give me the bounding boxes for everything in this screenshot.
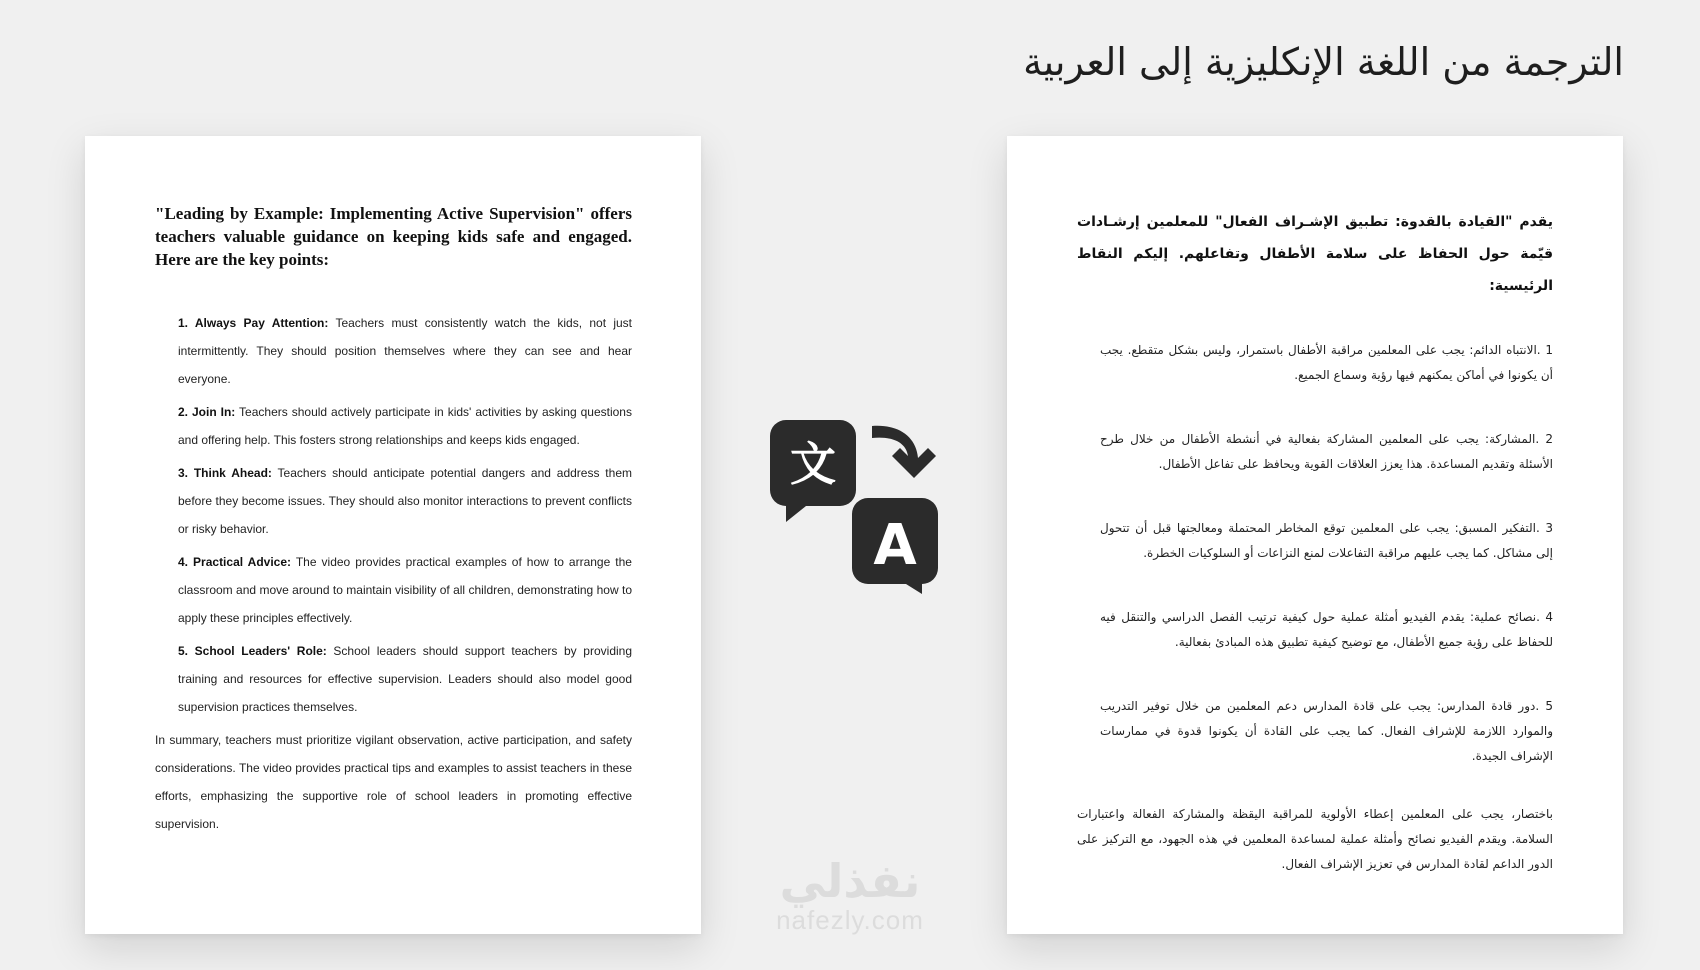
english-point-label: 3. Think Ahead:	[178, 466, 272, 480]
arabic-point: 2 .المشاركة: يجب على المعلمين المشاركة بفعالية في أنشطة الأطفال من خلال طرح الأسئلة وتقديم المساعدة. هذا يعزز العلاقات القوية ويحافظ على تفاعل الأطفال.	[1100, 432, 1553, 471]
english-point	[178, 637, 632, 721]
arabic-document	[1007, 136, 1623, 934]
english-key-points	[155, 309, 632, 721]
target-glyph: A	[873, 513, 917, 578]
english-point	[178, 548, 632, 632]
english-point-text: Teachers should actively participate in kids' activities by asking questions and offering help. This fosters strong relationships and keeps kids engaged.	[178, 405, 632, 447]
english-point-label: 1. Always Pay Attention:	[178, 316, 329, 330]
english-point-text: Teachers must consistently watch the kids, not just intermittently. They should position themselves where they can see and hear everyone.	[178, 316, 632, 386]
page-title: الترجمة من اللغة الإنكليزية إلى العربية	[1023, 40, 1624, 84]
english-document	[85, 136, 701, 934]
english-point-text: Teachers should anticipate potential dangers and address them before they become issues. They should also monitor interactions to prevent conflicts or risky behavior.	[178, 466, 632, 536]
arabic-key-points	[1077, 338, 1553, 769]
arrow-icon	[872, 426, 936, 478]
arabic-summary: باختصار، يجب على المعلمين إعطاء الأولوية للمراقبة اليقظة والمشاركة الفعالة واعتبارات السلامة. ويقدم الفيديو نصائح وأمثلة عملية لمساعدة المعلمين في هذه الجهود، مع التركيز على الدور الداعم لقادة المدارس في تعزيز الإشراف الفعال.	[1077, 807, 1553, 871]
english-point	[178, 459, 632, 543]
english-point-label: 2. Join In:	[178, 405, 236, 419]
translate-icon	[768, 418, 940, 594]
english-point	[178, 309, 632, 393]
arabic-point: 5 .دور قادة المدارس: يجب على قادة المدارس دعم المعلمين من خلال توفير التدريب والموارد اللازمة للإشراف الفعال. كما يجب على القادة أن يكونوا قدوة في ممارسات الإشراف الجيدة.	[1100, 699, 1553, 763]
watermark	[745, 856, 955, 934]
watermark-latin: nafezly.com	[776, 905, 924, 935]
source-glyph: 文	[790, 437, 836, 491]
translate-icon-svg	[768, 418, 940, 594]
watermark-arabic: نفذلي	[779, 854, 921, 908]
english-point-text: School leaders should support teachers by providing training and resources for effective supervision. Leaders should also model good supervision practices themselves.	[178, 644, 633, 714]
arabic-point: 3 .التفكير المسبق: يجب على المعلمين توقع المخاطر المحتملة ومعالجتها قبل أن تتحول إلى مشاكل. كما يجب عليهم مراقبة التفاعلات لمنع النزاعات أو السلوكيات الخطرة.	[1100, 521, 1553, 560]
english-summary: In summary, teachers must prioritize vigilant observation, active participation, and safety considerations. The video provides practical tips and examples to assist teachers in these efforts, emphasizing the supportive role of school leaders in promoting effective supervision.	[155, 733, 632, 831]
arabic-point: 4 .نصائح عملية: يقدم الفيديو أمثلة عملية حول كيفية ترتيب الفصل الدراسي والتنقل فيه للحفاظ على رؤية جميع الأطفال، مع توضيح كيفية تطبيق هذه المبادئ بفعالية.	[1100, 610, 1553, 649]
arabic-intro: يقدم "القيادة بالقدوة: تطبيق الإشـراف الفعال" للمعلمين إرشـادات قيّمة حول الحفاظ على سلامة الأطفال وتفاعلهم. إليكم النقاط الرئيسية:	[1077, 214, 1553, 294]
english-point	[178, 398, 632, 454]
english-point-label: 4. Practical Advice:	[178, 555, 292, 569]
english-point-text: The video provides practical examples of how to arrange the classroom and move around to maintain visibility of all children, demonstrating how to apply these principles effectively.	[178, 555, 632, 625]
english-intro: "Leading by Example: Implementing Active Supervision" offers teachers valuable guidance on keeping kids safe and engaged. Here are the key points:	[155, 204, 632, 269]
english-point-label: 5. School Leaders' Role:	[178, 644, 327, 658]
arabic-point: 1 .الانتباه الدائم: يجب على المعلمين مراقبة الأطفال باستمرار، وليس بشكل متقطع. يجب أن يكونوا في أماكن يمكنهم فيها رؤية وسماع الجميع.	[1100, 343, 1553, 382]
